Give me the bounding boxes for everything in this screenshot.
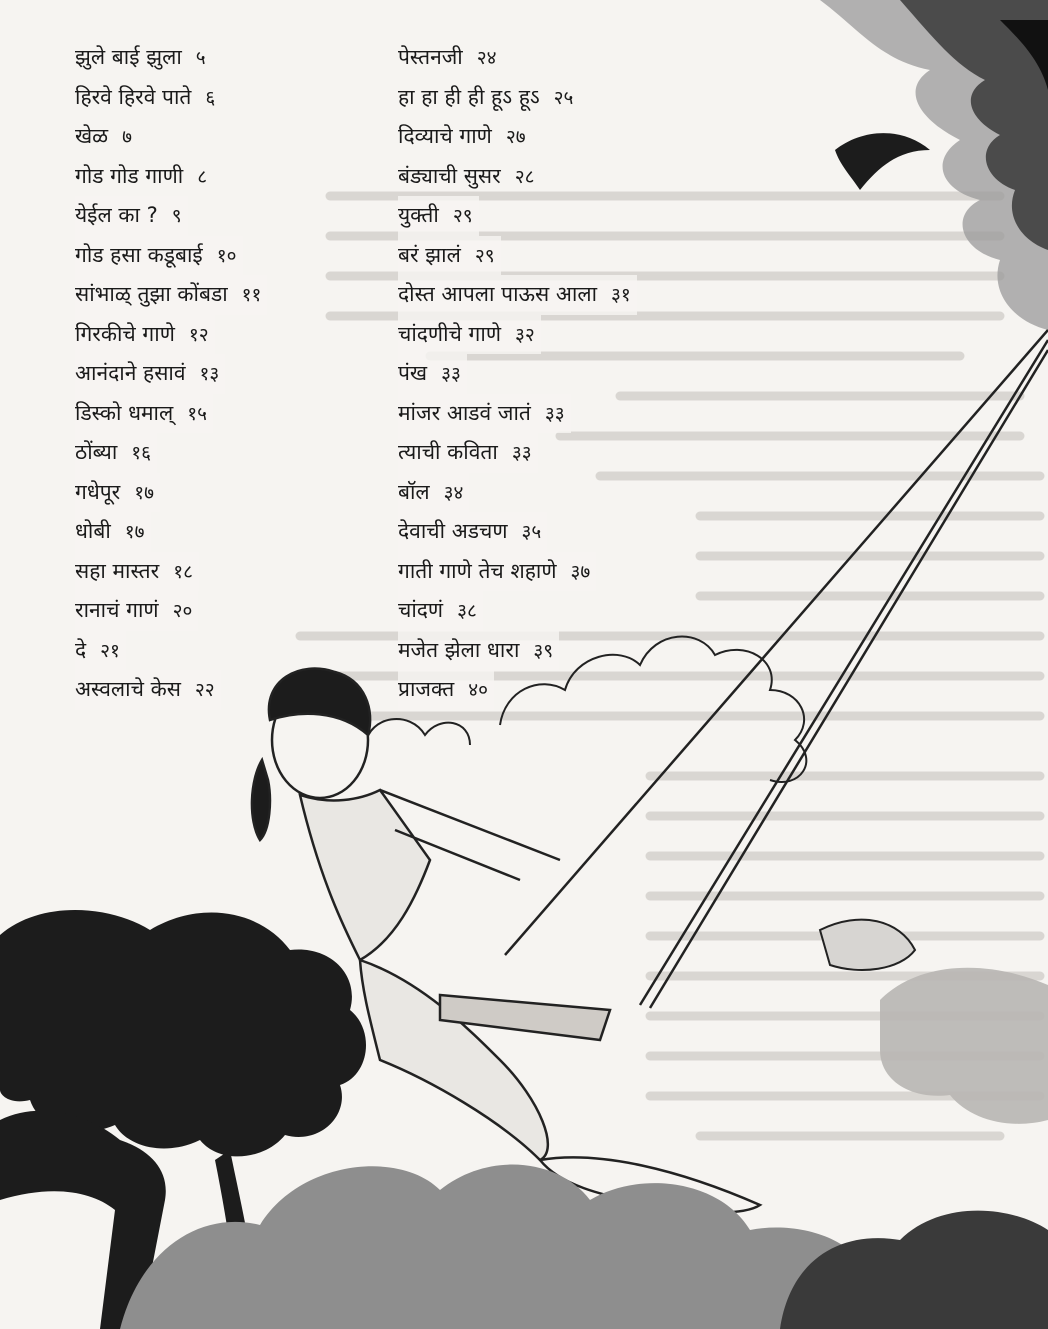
toc-entry[interactable] xyxy=(75,631,126,671)
toc-page-number: २९ xyxy=(474,244,495,267)
contents-left-column xyxy=(75,38,395,710)
toc-title: पंख xyxy=(398,361,428,385)
toc-entry[interactable] xyxy=(398,473,469,513)
toc-entry[interactable] xyxy=(398,591,483,631)
toc-entry[interactable] xyxy=(75,473,160,513)
toc-title: प्राजक्त xyxy=(398,677,455,701)
toc-page-number: २४ xyxy=(476,47,497,69)
toc-page-number: २५ xyxy=(553,86,574,109)
toc-title: झुले बाई झुला xyxy=(75,45,182,69)
toc-entry[interactable] xyxy=(398,512,547,552)
toc-page-number: १८ xyxy=(173,560,193,583)
toc-entry[interactable] xyxy=(75,38,395,78)
toc-page-number: २० xyxy=(172,600,193,622)
toc-entry[interactable] xyxy=(75,433,157,473)
toc-title: सांभाळ् तुझा कोंबडा xyxy=(75,282,228,306)
toc-entry[interactable] xyxy=(75,78,395,118)
toc-title: चांदणीचे गाणे xyxy=(398,321,502,346)
toc-title: गोड गोड गाणी xyxy=(75,163,184,188)
toc-entry[interactable] xyxy=(75,157,395,197)
toc-entry[interactable] xyxy=(75,512,151,552)
toc-title: युक्ती xyxy=(398,203,439,227)
toc-page-number: ९ xyxy=(171,205,182,227)
toc-entry[interactable] xyxy=(398,117,698,157)
toc-page-number: १७ xyxy=(134,481,155,504)
toc-page-number: ६ xyxy=(205,86,216,109)
toc-page-number: २८ xyxy=(514,165,535,188)
toc-title: येईल का ? xyxy=(75,203,158,227)
toc-title: खेळ xyxy=(75,124,109,148)
toc-page-number: ३९ xyxy=(533,639,554,662)
toc-entry[interactable] xyxy=(75,236,243,276)
toc-page-number: ३३ xyxy=(544,402,565,425)
toc-page-number: ३८ xyxy=(457,600,477,622)
toc-entry[interactable] xyxy=(75,196,188,236)
toc-title: मजेत झेला धारा xyxy=(398,637,520,662)
toc-title: पेस्तनजी xyxy=(398,45,463,69)
toc-title: हा हा ही ही हूऽ हूऽ xyxy=(398,84,540,109)
toc-page-number: ११ xyxy=(241,284,262,306)
toc-entry[interactable] xyxy=(75,117,395,157)
toc-title: आनंदाने हसावं xyxy=(75,361,186,385)
toc-title: बंड्याची सुसर xyxy=(398,163,501,188)
toc-title: हिरवे हिरवे पाते xyxy=(75,84,192,109)
toc-page-number: ५ xyxy=(195,47,206,69)
toc-entry[interactable] xyxy=(398,315,541,355)
contents-right-column xyxy=(398,38,698,710)
toc-title: मांजर आडवं जातं xyxy=(398,400,531,425)
toc-title: दे xyxy=(75,637,87,662)
toc-title: ठोंब्या xyxy=(75,440,118,464)
toc-title: बरं झालं xyxy=(398,242,461,267)
toc-title: गाती गाणे तेच शहाणे xyxy=(398,558,557,583)
toc-page-number: ३३ xyxy=(441,363,461,385)
toc-title: सहा मास्तर xyxy=(75,558,160,583)
toc-page-number: २९ xyxy=(452,205,473,227)
toc-page-number: १२ xyxy=(188,323,209,346)
toc-entry[interactable] xyxy=(75,670,221,710)
toc-page-number: ३३ xyxy=(511,442,532,464)
toc-page-number: १६ xyxy=(131,442,152,464)
toc-page-number: ८ xyxy=(197,165,208,188)
toc-page-number: ४० xyxy=(468,679,488,701)
toc-entry[interactable] xyxy=(398,38,698,78)
toc-page-number: १० xyxy=(216,244,237,267)
toc-page-number: ७ xyxy=(122,126,133,148)
toc-entry[interactable] xyxy=(398,236,501,276)
toc-entry[interactable] xyxy=(75,354,225,394)
toc-page-number: ३२ xyxy=(515,323,535,346)
toc-page-number: २२ xyxy=(194,679,215,701)
toc-page-number: २१ xyxy=(100,639,120,662)
toc-title: देवाची अडचण xyxy=(398,519,508,543)
toc-title: गोड हसा कडूबाई xyxy=(75,242,203,267)
toc-title: गधेपूर xyxy=(75,479,121,504)
toc-title: बॉल xyxy=(398,479,430,504)
toc-entry[interactable] xyxy=(75,275,267,315)
toc-title: दिव्याचे गाणे xyxy=(398,124,492,148)
toc-title: रानाचं गाणं xyxy=(75,598,159,622)
toc-page-number: ३४ xyxy=(443,481,464,504)
toc-entry[interactable] xyxy=(398,394,571,434)
toc-page-number: ३१ xyxy=(611,284,631,306)
toc-entry[interactable] xyxy=(398,275,637,315)
toc-entry[interactable] xyxy=(398,552,596,592)
toc-title: त्याची कविता xyxy=(398,440,498,464)
toc-page-number: ३५ xyxy=(521,521,542,543)
toc-title: दोस्त आपला पाऊस आला xyxy=(398,282,598,306)
toc-page-number: १३ xyxy=(199,363,220,385)
toc-title: धोबी xyxy=(75,519,111,543)
toc-entry[interactable] xyxy=(398,670,494,710)
toc-page-number: २७ xyxy=(505,126,526,148)
toc-entry[interactable] xyxy=(398,354,467,394)
toc-title: अस्वलाचे केस xyxy=(75,677,181,701)
toc-page-number: १७ xyxy=(124,521,145,543)
toc-entry[interactable] xyxy=(398,196,479,236)
toc-entry[interactable] xyxy=(398,433,538,473)
toc-title: चांदणं xyxy=(398,598,444,622)
toc-entry[interactable] xyxy=(398,78,698,118)
toc-entry[interactable] xyxy=(75,394,213,434)
toc-entry[interactable] xyxy=(75,591,198,631)
toc-entry[interactable] xyxy=(75,315,215,355)
toc-page-number: १५ xyxy=(187,402,208,425)
toc-page-number: ३७ xyxy=(570,560,591,583)
toc-entry[interactable] xyxy=(75,552,199,592)
toc-entry[interactable] xyxy=(398,631,559,671)
toc-title: डिस्को धमाल् xyxy=(75,400,174,425)
toc-title: गिरकीचे गाणे xyxy=(75,321,175,346)
toc-entry[interactable] xyxy=(398,157,698,197)
